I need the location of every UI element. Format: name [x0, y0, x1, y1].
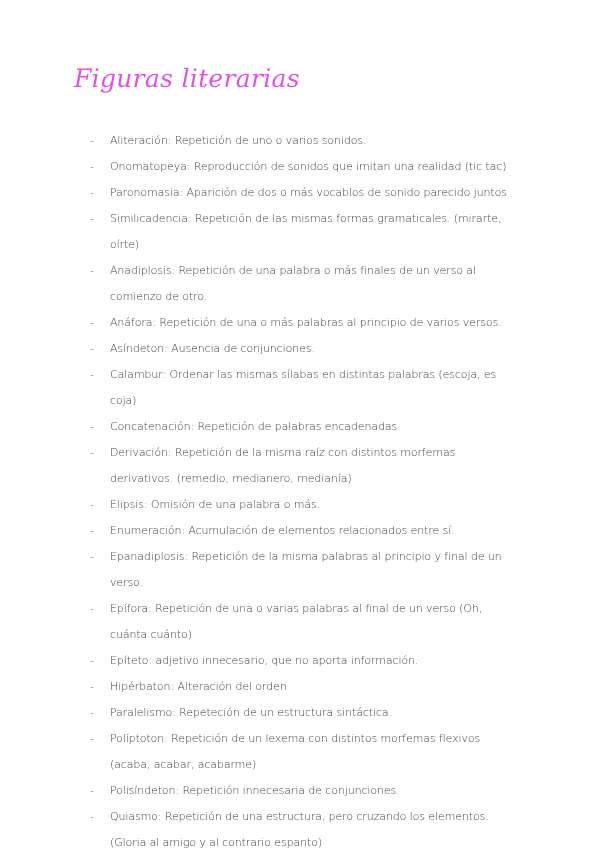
list-item — [90, 362, 520, 414]
item-term: Paralelismo : — [110, 706, 179, 719]
item-term: Epíteto : — [110, 654, 155, 667]
item-term: Elipsis : — [110, 498, 151, 511]
item-definition: Aparición de dos o más vocablos de sonido parecido juntos — [186, 186, 507, 199]
figures-list — [90, 128, 520, 856]
item-definition: Repetición de una o más palabras al principio de varios versos. — [159, 316, 502, 329]
dash-bullet: - — [90, 784, 94, 797]
item-definition: Repetición de uno o varios sonidos. — [174, 134, 367, 147]
item-definition: Omisión de una palabra o más. — [150, 498, 321, 511]
item-definition: Repetición de un lexema con distintos morfemas flexivos (acaba, acabar, acabarme) — [110, 732, 481, 771]
list-item — [90, 440, 520, 492]
item-definition: Alteración del orden — [177, 680, 287, 693]
page-title: Figuras literarias — [74, 64, 300, 93]
dash-bullet: - — [90, 602, 94, 615]
list-item — [90, 674, 520, 700]
item-term: Quiasmo : — [110, 810, 165, 823]
list-item — [90, 206, 520, 258]
dash-bullet: - — [90, 342, 94, 355]
dash-bullet: - — [90, 420, 94, 433]
dash-bullet: - — [90, 368, 94, 381]
item-definition: Repeteción de un estructura sintáctica. — [179, 706, 392, 719]
item-term: Políptoton : — [110, 732, 171, 745]
item-definition: Repetición de la misma raíz con distintos morfemas derivativos. (remedio, medianero, medianía) — [110, 446, 456, 485]
dash-bullet: - — [90, 134, 94, 147]
dash-bullet: - — [90, 212, 94, 225]
dash-bullet: - — [90, 810, 94, 823]
list-item — [90, 258, 520, 310]
item-term: Onomatopeya : — [110, 160, 194, 173]
dash-bullet: - — [90, 498, 94, 511]
list-item — [90, 336, 520, 362]
item-definition: Reproducción de sonidos que imitan una realidad (tic tac) — [193, 160, 507, 173]
item-definition: Repetición de las mismas formas gramaticales. (mirarte, oírte) — [110, 212, 502, 251]
list-item — [90, 414, 520, 440]
item-definition: Repetición de la misma palabras al principio y final de un verso. — [110, 550, 502, 589]
dash-bullet: - — [90, 524, 94, 537]
item-definition: Repetición de palabras encadenadas — [197, 420, 398, 433]
list-item — [90, 700, 520, 726]
dash-bullet: - — [90, 264, 94, 277]
dash-bullet: - — [90, 550, 94, 563]
item-definition: Acumulación de elementos relacionados entre sí. — [188, 524, 455, 537]
list-item — [90, 596, 520, 648]
item-term: Epífora : — [110, 602, 155, 615]
list-item — [90, 648, 520, 674]
item-term: Similicadencia : — [110, 212, 195, 225]
dash-bullet: - — [90, 732, 94, 745]
list-item — [90, 492, 520, 518]
item-term: Calambur : — [110, 368, 169, 381]
item-definition: Ordenar las mismas sílabas en distintas palabras (escoja, es coja) — [110, 368, 497, 407]
list-item — [90, 726, 520, 778]
list-item — [90, 128, 520, 154]
item-term: Derivación : — [110, 446, 175, 459]
item-definition: Repetición de una palabra o más finales de un verso al comienzo de otro. — [110, 264, 476, 303]
list-item — [90, 778, 520, 804]
dash-bullet: - — [90, 446, 94, 459]
list-item — [90, 310, 520, 336]
item-term: Anáfora : — [110, 316, 159, 329]
dash-bullet: - — [90, 680, 94, 693]
item-term: Hipérbaton : — [110, 680, 177, 693]
dash-bullet: - — [90, 186, 94, 199]
dash-bullet: - — [90, 654, 94, 667]
item-term: Aliteración : — [110, 134, 175, 147]
item-definition: adjetivo innecesario, que no aporta información. — [155, 654, 419, 667]
item-definition: Repetición de una estructura, pero cruzando los elementos. (Gloria al amigo y al contrario espanto) — [110, 810, 489, 849]
item-term: Concatenación : — [110, 420, 198, 433]
list-item — [90, 180, 520, 206]
item-term: Enumeración : — [110, 524, 188, 537]
item-term: Polisíndeton : — [110, 784, 182, 797]
item-term: Anadiplosis : — [110, 264, 178, 277]
item-definition: Repetición de una o varias palabras al final de un verso (Oh, cuánta cuánto) — [110, 602, 483, 641]
list-item — [90, 518, 520, 544]
dash-bullet: - — [90, 316, 94, 329]
list-item — [90, 154, 520, 180]
item-definition: Ausencia de conjunciones. — [171, 342, 315, 355]
item-term: Epanadiplosis : — [110, 550, 191, 563]
item-term: Asíndeton : — [110, 342, 171, 355]
dash-bullet: - — [90, 706, 94, 719]
list-item — [90, 544, 520, 596]
item-term: Paronomasia : — [110, 186, 187, 199]
list-item — [90, 804, 520, 856]
item-definition: Repetición innecesaria de conjunciones. — [182, 784, 400, 797]
dash-bullet: - — [90, 160, 94, 173]
